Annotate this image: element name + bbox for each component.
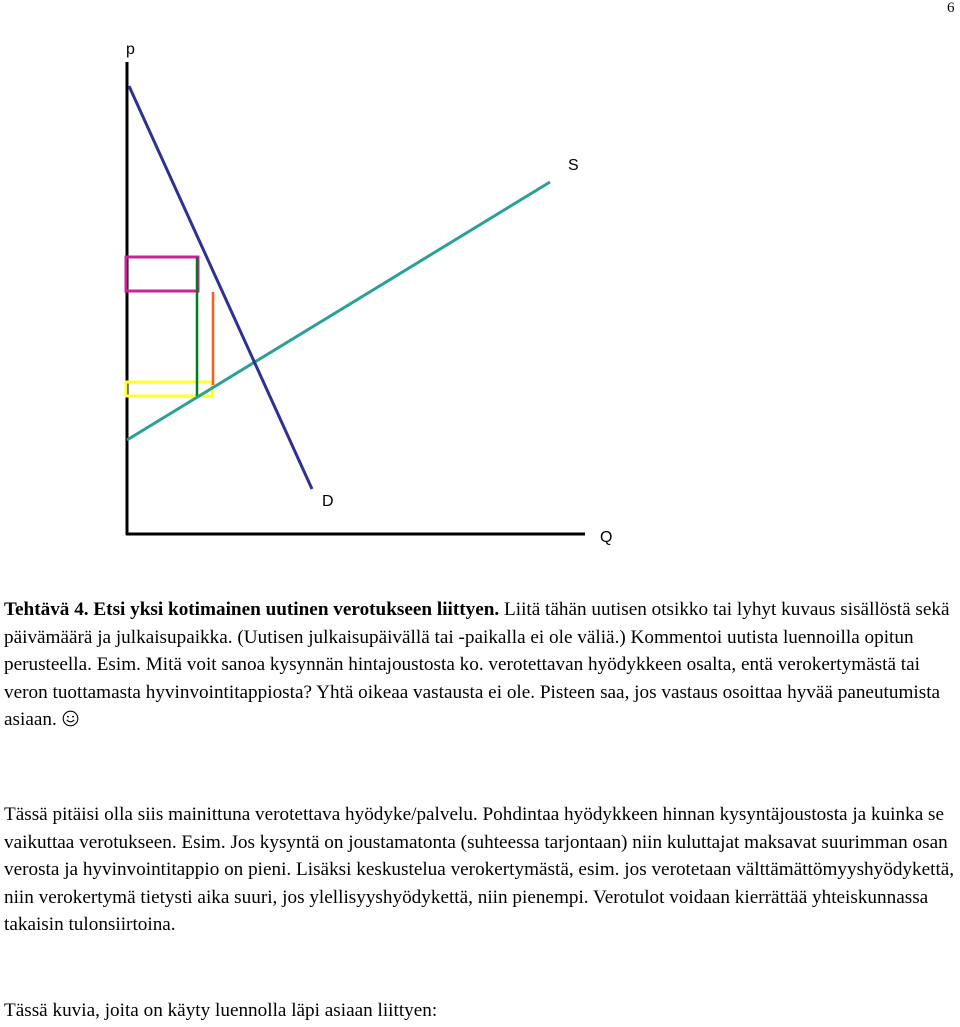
supply-label: S xyxy=(568,157,579,174)
figures-intro-text: Tässä kuvia, joita on käyty luennolla läpi asiaan liittyen: xyxy=(4,1000,438,1021)
magenta-rectangle xyxy=(126,257,198,291)
task-heading: Tehtävä 4. Etsi yksi kotimainen uutinen verotukseen liittyen. xyxy=(4,599,500,620)
price-axis-label: p xyxy=(126,41,135,58)
quantity-axis-label: Q xyxy=(600,529,613,546)
yellow-rectangle xyxy=(126,382,212,396)
task-body: Liitä tähän uutisen otsikko tai lyhyt kuvaus sisällöstä sekä päivämäärä ja julkaisupaikka. (Uutisen julkaisupäivällä tai -paikalla ei ole väliä.) Kommentoi uutista luennoilla opitun perusteella. Esim. Mitä voit sanoa kysynnän hintajoustosta ko. verotettavan hyödykkeen osalta, entä verokertymästä tai veron tuottamasta hyvinvointitappiosta? Yhtä oikeaa vastausta ei ole. Pisteen saa, jos vastaus osoittaa hyvää paneutumista asiaan. xyxy=(4,599,950,731)
demand-label: D xyxy=(322,493,334,510)
demand-curve xyxy=(129,86,312,489)
explanation-paragraph: Tässä pitäisi olla siis mainittuna verotettava hyödyke/palvelu. Pohdintaa hyödykkeen hinnan kysyntäjoustosta ja kuinka se vaikuttaa verotukseen. Esim. Jos kysyntä on joustamatonta (suhteessa tarjontaan) niin kuluttajat maksavat suurimman osan verosta ja hyvinvointitappio on pieni. Lisäksi keskustelua verokertymästä, esim. jos verotetaan välttämättömyyshyödykettä, niin verokertymä tietysti aika suuri, jos ylellisyyshyödykettä, niin pienempi. Verotulot voidaan kierrättää yhteiskunnassa takaisin tulonsiirtoina. xyxy=(4,804,955,936)
smiley-face-icon xyxy=(62,710,79,727)
task-paragraph xyxy=(4,596,956,734)
page-number: 6 xyxy=(947,0,955,16)
